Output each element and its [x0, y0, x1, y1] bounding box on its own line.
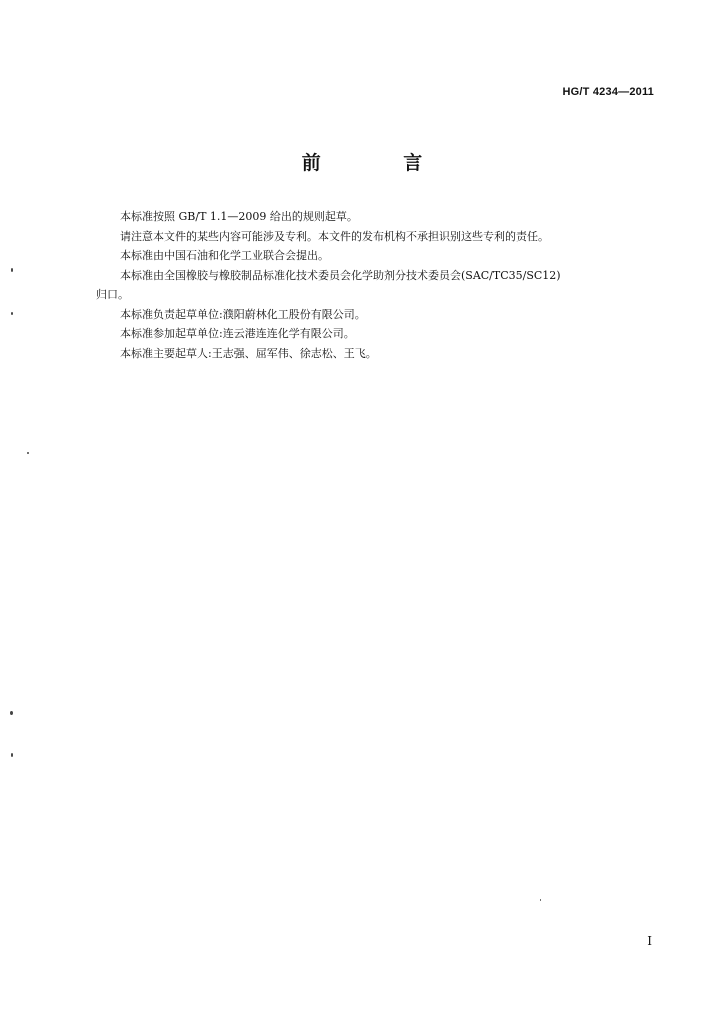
- scan-speck: [540, 899, 541, 901]
- section-title-foreword: 前 言: [301, 152, 461, 174]
- page-number: I: [647, 934, 652, 948]
- scan-speck: [10, 711, 13, 715]
- scan-speck: [27, 452, 29, 454]
- paragraph-committee: 本标准由全国橡胶与橡胶制品标准化技术委员会化学助剂分技术委员会(SAC/TC35/SC12): [120, 268, 561, 282]
- paragraph-proposer: 本标准由中国石油和化学工业联合会提出。: [120, 249, 329, 262]
- foreword-body: [96, 207, 664, 363]
- paragraph-committee-continued: 归口。: [96, 288, 129, 301]
- scan-speck: [11, 753, 13, 757]
- scan-speck: [11, 312, 13, 315]
- paragraph-patent-notice: 请注意本文件的某些内容可能涉及专利。本文件的发布机构不承担识别这些专利的责任。: [120, 229, 549, 243]
- standard-code: HG/T 4234—2011: [562, 86, 654, 98]
- paragraph-drafting-rules: 本标准按照 GB/T 1.1—2009 给出的规则起草。: [120, 210, 358, 223]
- paragraph-lead-drafter: 本标准负责起草单位:濮阳蔚林化工股份有限公司。: [120, 307, 366, 321]
- paragraph-participating-drafter: 本标准参加起草单位:连云港连连化学有限公司。: [120, 327, 355, 340]
- scan-speck: [11, 268, 13, 272]
- paragraph-main-drafters: 本标准主要起草人:王志强、屈军伟、徐志松、王飞。: [120, 346, 377, 360]
